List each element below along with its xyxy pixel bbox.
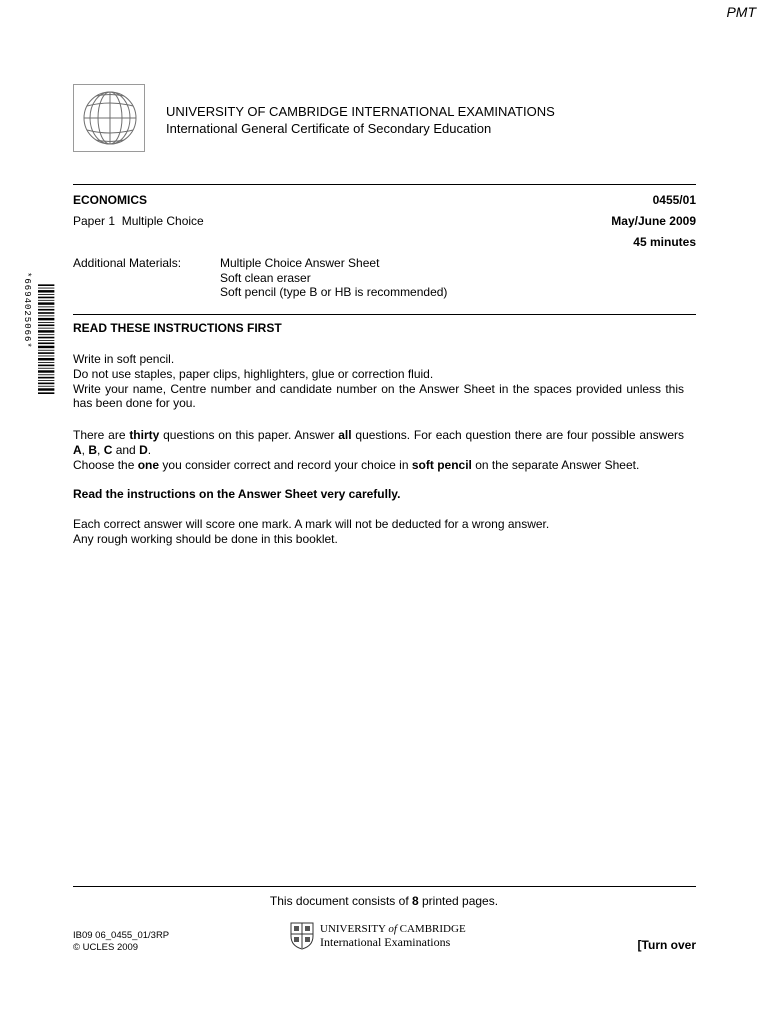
text-run: questions on this paper. Answer (159, 428, 339, 442)
text-run: and (112, 442, 140, 457)
instructions-paragraph-2 (73, 428, 684, 472)
barcode-number: *6694025066* (22, 272, 32, 349)
page-count-number: 8 (411, 894, 419, 908)
material-item: Multiple Choice Answer Sheet (220, 256, 380, 270)
top-divider (73, 184, 696, 185)
instructions-paragraph-1 (73, 352, 684, 411)
turn-over-note: [Turn over (637, 938, 696, 952)
subject-row (73, 193, 696, 208)
text-run: soft pencil (411, 457, 472, 472)
materials-list (220, 256, 447, 300)
text-run: CAMBRIDGE (396, 923, 466, 935)
text-run: There are (73, 428, 130, 442)
instructions-heading: READ THESE INSTRUCTIONS FIRST (73, 321, 282, 335)
instruction-line (73, 458, 684, 473)
page-count (0, 894, 768, 908)
document-code-line: IB09 06_0455_01/3RP (73, 930, 170, 941)
text-run: thirty (129, 428, 160, 442)
cambridge-logo-text (320, 923, 466, 949)
text-run: all (338, 428, 352, 442)
text-run: printed pages. (418, 894, 499, 908)
text-run: D (139, 442, 148, 457)
paper-title: Paper 1 Multiple Choice (73, 214, 204, 228)
text-run: C (103, 442, 113, 457)
university-name: UNIVERSITY OF CAMBRIDGE INTERNATIONAL EXAMINATIONS (166, 104, 555, 119)
paper-row (73, 214, 696, 229)
text-run: one (137, 457, 160, 472)
instruction-line: Write your name, Centre number and candidate number on the Answer Sheet in the spaces provided unless this has been done for you. (73, 381, 684, 411)
text-run: questions. For each question there are four possible answers (351, 428, 685, 442)
text-run: on the separate Answer Sheet. (471, 457, 640, 472)
instructions-divider (73, 314, 696, 315)
globe-icon (74, 85, 144, 151)
globe-logo-box (73, 84, 145, 152)
session: May/June 2009 (611, 214, 696, 228)
text-run: B (88, 442, 98, 457)
barcode-image (38, 270, 56, 410)
answer-sheet-instruction: Read the instructions on the Answer Sheet very carefully. (73, 487, 401, 501)
materials-label: Additional Materials: (73, 256, 182, 270)
cambridge-crest-icon (290, 922, 314, 950)
logo-line: International Examinations (320, 935, 451, 949)
text-run: you consider correct and record your choice in (159, 457, 412, 472)
instruction-line: Each correct answer will score one mark. A mark will not be deducted for a wrong answer. (73, 517, 550, 531)
material-item: Soft pencil (type B or HB is recommended) (220, 285, 448, 300)
footer-divider (73, 886, 696, 887)
instruction-line: Do not use staples, paper clips, highlighters, glue or correction fluid. (73, 366, 434, 381)
text-run: , (97, 442, 104, 457)
pmt-corner-mark: PMT (726, 4, 756, 20)
subject: ECONOMICS (73, 193, 148, 207)
text-run: of (388, 923, 397, 935)
text-run: A (73, 442, 82, 457)
instruction-line: Write in soft pencil. (73, 352, 175, 366)
instruction-line (73, 428, 684, 458)
duration: 45 minutes (633, 235, 696, 249)
text-run: This document consists of (269, 894, 412, 908)
header-block (166, 103, 555, 137)
instructions-paragraph-5 (73, 517, 684, 547)
text-run: UNIVERSITY (320, 923, 389, 935)
document-code (73, 930, 169, 953)
text-run: , (81, 442, 89, 457)
paper-code: 0455/01 (652, 193, 696, 207)
material-item: Soft clean eraser (220, 270, 311, 285)
text-run: Choose the (73, 457, 138, 472)
cambridge-logo (290, 922, 466, 950)
instruction-line: Any rough working should be done in this booklet. (73, 531, 338, 546)
certificate-name: International General Certificate of Secondary Education (166, 121, 492, 136)
copyright-line: © UCLES 2009 (73, 941, 139, 953)
text-run: . (147, 442, 152, 457)
